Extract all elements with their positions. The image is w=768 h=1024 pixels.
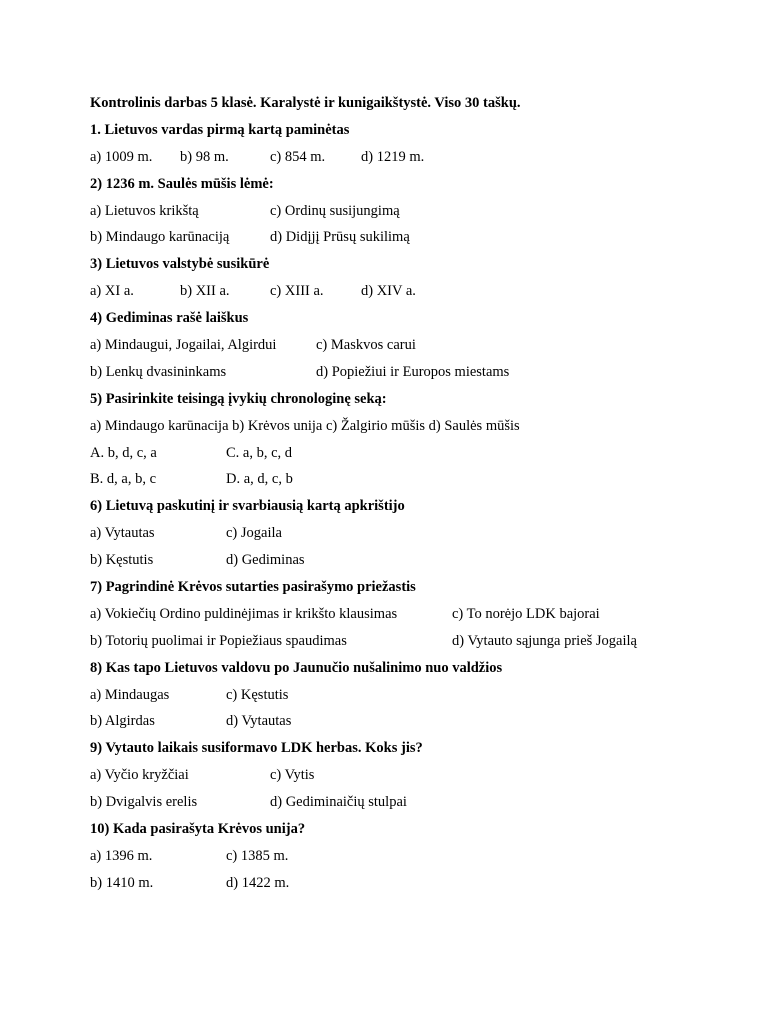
answer-option: d) Vytautas [226,713,292,730]
answer-option: a) XI a. [90,283,134,300]
answer-option: b) Mindaugo karūnaciją [90,229,230,246]
question-8-options-row [90,682,710,709]
answer-option: c) XIII a. [270,283,324,300]
answer-option: a) 1396 m. [90,847,153,864]
answer-option: B. d, a, b, c [90,471,157,488]
answer-option: c) Jogaila [226,525,282,542]
question-2-text: 2) 1236 m. Saulės mūšis lėmė: [90,175,274,192]
answer-option: b) XII a. [180,283,230,300]
question-9-options-row [90,762,710,789]
question-4-options-row [90,332,710,359]
answer-option: b) 1410 m. [90,874,154,891]
question-10-options-row [90,843,710,870]
answer-option: c) To norėjo LDK bajorai [452,605,600,622]
question-2-options-row [90,198,710,225]
document-page [90,90,710,897]
question-5-options-row [90,466,710,493]
question-3-text: 3) Lietuvos valstybė susikūrė [90,256,270,273]
answer-option: b) Kęstutis [90,552,154,569]
answer-option: b) Dvigalvis erelis [90,794,198,811]
question-8-text: 8) Kas tapo Lietuvos valdovu po Jaunučio nušalinimo nuo valdžios [90,659,503,676]
answer-option: a) Vytautas [90,525,155,542]
answer-option: c) Ordinų susijungimą [270,202,400,219]
question-6-options-row [90,547,710,574]
question-5-options-row [90,413,710,440]
question-9-options-row [90,789,710,816]
answer-option: a) Vokiečių Ordino puldinėjimas ir krikšto klausimas [90,605,398,622]
question-4-text: 4) Gediminas rašė laiškus [90,310,249,327]
answer-option: b) Totorių puolimai ir Popiežiaus spaudimas [90,632,347,649]
question-9-text: 9) Vytauto laikais susiformavo LDK herbas. Koks jis? [90,740,423,757]
question-7-options-row [90,628,710,655]
answer-option: d) Popiežiui ir Europos miestams [316,363,510,380]
question-4-options-row [90,359,710,386]
question-7-options-row [90,601,710,628]
answer-option: b) Algirdas [90,713,155,730]
answer-option: c) Kęstutis [226,686,289,703]
question-3-options-row [90,278,710,305]
question-6-options-row [90,520,710,547]
question-10-text: 10) Kada pasirašyta Krėvos unija? [90,821,306,838]
question-1-options-row [90,144,710,171]
question-1-text: 1. Lietuvos vardas pirmą kartą paminėtas [90,121,350,138]
answer-option: b) 98 m. [180,148,229,165]
answer-option: a) 1009 m. [90,148,153,165]
answer-option: d) 1219 m. [361,148,425,165]
question-7-text: 7) Pagrindinė Krėvos sutarties pasirašymo priežastis [90,579,416,596]
question-8-options-row [90,708,710,735]
answer-option: c) Vytis [270,767,315,784]
question-2-options-row [90,224,710,251]
question-5-text: 5) Pasirinkite teisingą įvykių chronologinę seką: [90,390,387,407]
answer-option: d) Gediminas [226,552,305,569]
answer-option: a) Mindaugas [90,686,170,703]
answer-option: d) 1422 m. [226,874,290,891]
answer-option: d) Gediminaičių stulpai [270,794,407,811]
question-5-options-row [90,440,710,467]
answer-option: a) Lietuvos krikštą [90,202,199,219]
answer-option: b) Lenkų dvasininkams [90,363,227,380]
answer-option: d) Vytauto sąjunga prieš Jogailą [452,632,637,649]
answer-option: c) 1385 m. [226,847,289,864]
question-6-text: 6) Lietuvą paskutinį ir svarbiausią kartą apkrištijo [90,498,405,515]
answer-option: A. b, d, c, a [90,444,157,461]
answer-option: a) Vyčio kryžčiai [90,767,189,784]
answer-option: c) Maskvos carui [316,337,416,354]
answer-option: a) Mindaugui, Jogailai, Algirdui [90,337,277,354]
answer-option: c) 854 m. [270,148,326,165]
answer-option: C. a, b, c, d [226,444,293,461]
answer-option: d) XIV a. [361,283,416,300]
document-title: Kontrolinis darbas 5 klasė. Karalystė ir kunigaikštystė. Viso 30 taškų. [90,95,521,111]
answer-option: d) Didįjį Prūsų sukilimą [270,229,410,246]
answer-option: D. a, d, c, b [226,471,293,488]
question-10-options-row [90,870,710,897]
answer-option: a) Mindaugo karūnacija b) Krėvos unija c) Žalgirio mūšis d) Saulės mūšis [90,417,520,434]
